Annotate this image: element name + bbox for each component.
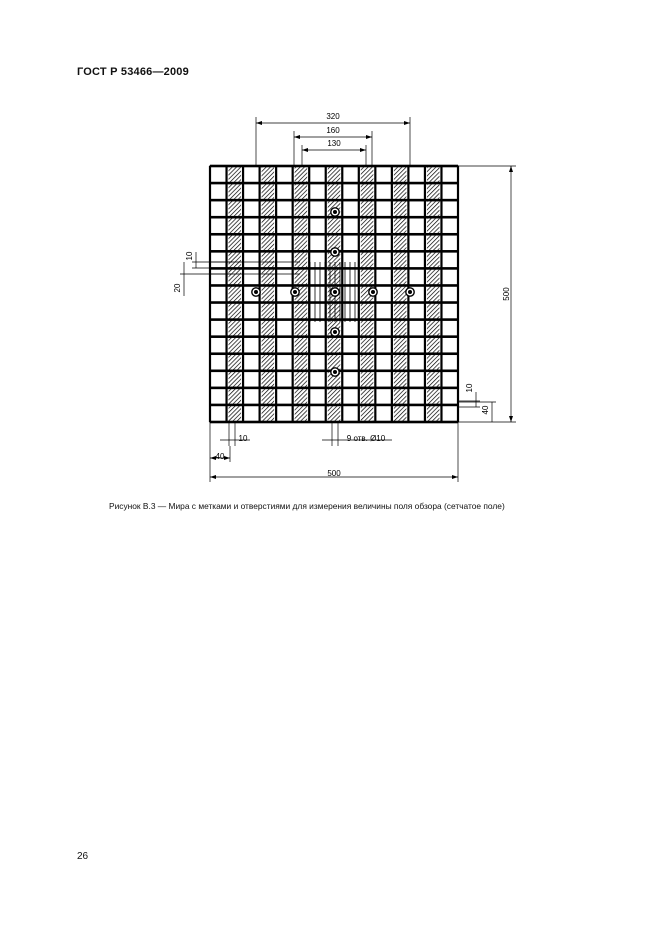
grid-bar-horizontal [210,233,458,236]
dim-top-outer: 320 [326,112,340,121]
dim-right-height: 500 [502,287,511,301]
dim-bottom-small: 10 [238,434,248,443]
dim-left-medium: 20 [173,283,182,293]
hole-center-mark [293,290,297,294]
hatched-stripe [262,166,275,422]
dim-right-small: 10 [465,383,474,393]
hole-center-mark [333,210,337,214]
hatched-stripe [427,166,440,422]
grid-bar-vertical [209,166,211,422]
grid-bar-horizontal [210,301,458,304]
hole-center-mark [333,290,337,294]
hole-center-mark [371,290,375,294]
hole-center-mark [333,330,337,334]
grid-bar-vertical [358,166,360,422]
document-code: ГОСТ Р 53466—2009 [77,66,189,78]
grid-bar-horizontal [210,352,458,355]
grid-bar-vertical [391,166,393,422]
grid-bar-vertical [457,166,459,422]
figure-caption: Рисунок В.3 — Мира с метками и отверстиями для измерения величины поля обзора (сетчатое поле) [109,501,505,511]
hatched-stripe [229,166,242,422]
hole-center-mark [254,290,258,294]
page-number: 26 [77,851,89,862]
grid-bar-horizontal [210,284,458,287]
grid-bar-vertical [225,166,227,422]
dim-top-middle: 160 [326,126,340,135]
grid-bar-horizontal [210,387,458,390]
grid-bar-horizontal [210,267,458,270]
dim-bottom-holes: 9 отв. Ø10 [346,434,386,443]
hole-center-mark [408,290,412,294]
grid-bar-vertical [275,166,277,422]
dim-right-bottom: 40 [481,405,490,415]
grid-bar-horizontal [210,404,458,407]
dim-left-small: 10 [185,251,194,261]
grid-bar-vertical [242,166,244,422]
hole-center-mark [333,250,337,254]
grid-bar-vertical [424,166,426,422]
dim-bottom-left: 40 [215,452,225,461]
hole-center-mark [333,370,337,374]
dim-top-inner: 130 [327,139,341,148]
grid-bar-horizontal [210,318,458,321]
grid-bar-horizontal [210,421,458,424]
grid-bar-horizontal [210,199,458,202]
grid-field [209,165,459,424]
grid-bar-horizontal [210,165,458,168]
grid-bar-horizontal [210,182,458,185]
dim-bottom-width: 500 [327,469,341,478]
grid-bar-vertical [341,166,343,422]
hatched-stripe [394,166,407,422]
grid-bar-vertical [440,166,442,422]
